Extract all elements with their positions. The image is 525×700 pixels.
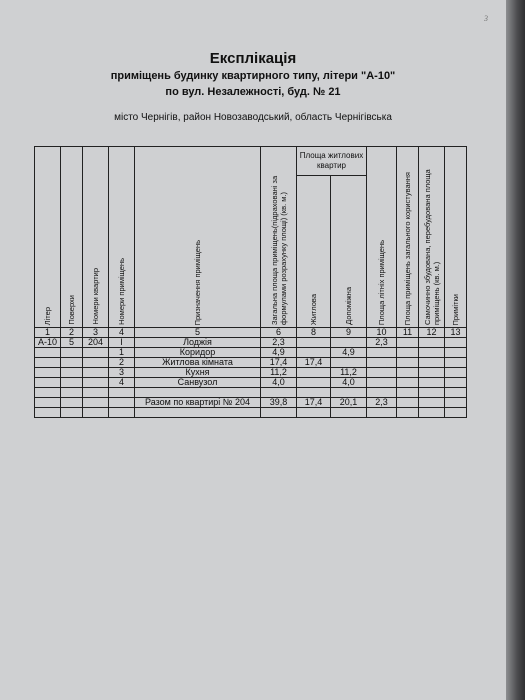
header-common-use: Площа приміщень загального користування [397, 147, 419, 328]
header-liter: Літер [35, 147, 61, 328]
header-purpose: Призначення приміщень [135, 147, 261, 328]
header-apt-numbers: Номери квартир [83, 147, 109, 328]
summary-label: Разом по квартирі № 204 [135, 398, 261, 408]
page-number: 3 [484, 14, 488, 23]
table-row-empty [35, 388, 467, 398]
header-summer-area: Площа літніх приміщень [367, 147, 397, 328]
table-row: 1 Коридор 4,9 4,9 [35, 348, 467, 358]
header-floors: Поверхи [61, 147, 83, 328]
table-header-row [35, 147, 467, 176]
summary-summer: 2,3 [367, 398, 397, 408]
location-line: місто Чернігів, район Новозаводський, область Чернігівська [114, 112, 392, 123]
subtitle-address: по вул. Незалежності, буд. № 21 [165, 86, 341, 98]
header-room-numbers: Номери приміщень [109, 147, 135, 328]
summary-total: 39,8 [261, 398, 297, 408]
page-title: Експлікація [209, 50, 297, 67]
table-row: 2 Житлова кімната 17,4 17,4 [35, 358, 467, 368]
header-total-area: Загальна площа приміщень(підраховані за формулами розрахунку площі) (кв. м.) [261, 147, 297, 328]
background-edge [506, 0, 525, 700]
table-row: 3 Кухня 11,2 11,2 [35, 368, 467, 378]
header-notes: Примітки [445, 147, 467, 328]
table-row: А-10 5 204 І Лоджія 2,3 2,3 [35, 338, 467, 348]
column-number-row: 1 2 3 4 5 6 8 9 10 11 12 13 [35, 328, 467, 338]
summary-row [35, 398, 467, 408]
header-auxiliary: Допоміжна [331, 176, 367, 328]
explication-table [34, 146, 467, 418]
summary-aux: 20,1 [331, 398, 367, 408]
summary-living: 17,4 [297, 398, 331, 408]
table-row-empty [35, 408, 467, 418]
subtitle-building: приміщень будинку квартирного типу, літери "А-10" [110, 70, 396, 82]
table-row: 4 Санвузол 4,0 4,0 [35, 378, 467, 388]
header-living: Житлова [297, 176, 331, 328]
header-self-built: Самочинно збудована, перебудована площа приміщень (кв. м.) [419, 147, 445, 328]
header-living-group: Площа житлових квартир [297, 147, 367, 176]
